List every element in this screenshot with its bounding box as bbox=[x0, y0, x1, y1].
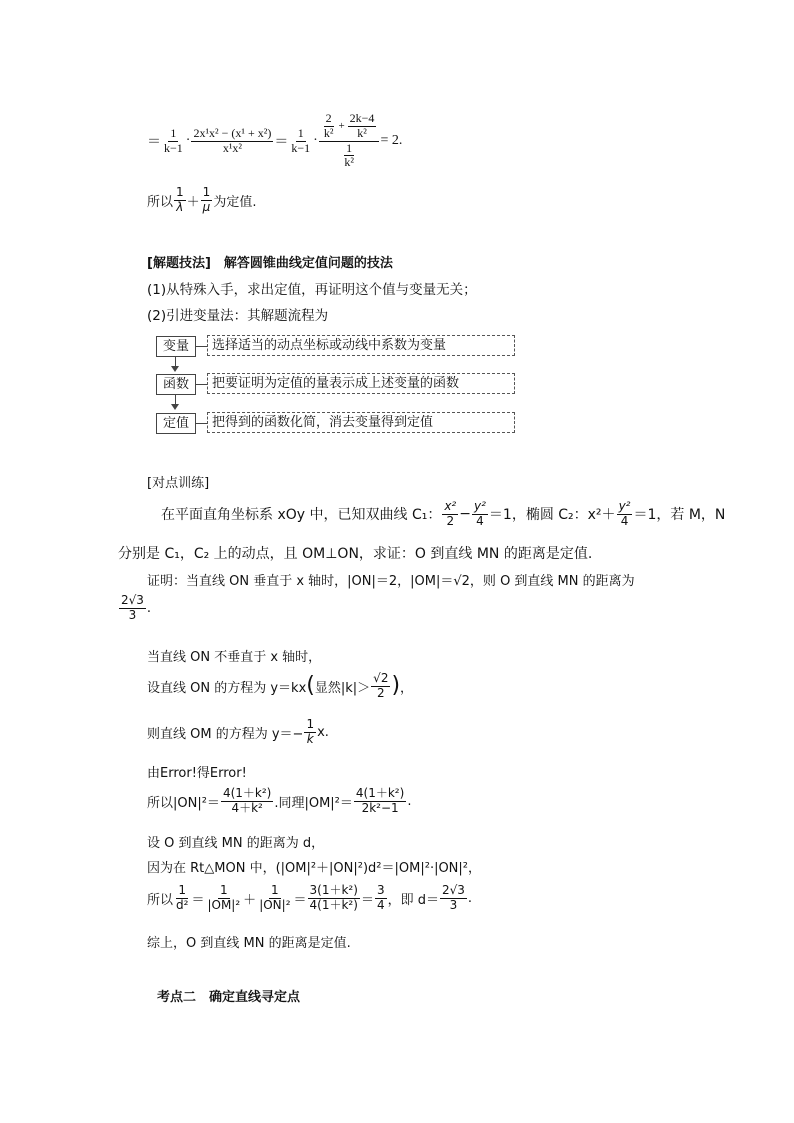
method-item-2: (2)引进变量法：其解题流程为 bbox=[147, 308, 329, 324]
practice-title: [对点训练] bbox=[147, 476, 210, 491]
flow-box-function: 函数 bbox=[156, 374, 196, 395]
method-title: [解题技法] 解答圆锥曲线定值问题的技法 bbox=[147, 256, 393, 271]
top-formula: ＝ $\frac{1}{k-1}$ · $\frac{\text{2x¹x² − (x¹ + x²)}}{\text{x¹x²}}$ ＝ $\frac{1}{k-1}$ · $\frac{2}{\text{k²}}$ + $\frac{2k-4}{\text{k²}}$ $\frac{1}{\text{k²}}$ = 2. bbox=[147, 111, 403, 170]
flow-box-variable: 变量 bbox=[156, 336, 196, 357]
flow-desc-function: 把要证明为定值的量表示成上述变量的函数 bbox=[207, 373, 515, 394]
practice-problem-line1: 在平面直角坐标系 xOy 中，已知双曲线 C₁： $\frac{\text{x²}}{2}$ − $\frac{\text{y²}}{4}$ ＝1，椭圆 C₂：x²＋ $\frac{\text{y²}}{4}$ ＝1，若 M，N bbox=[161, 499, 726, 528]
flow-desc-variable: 选择适当的动点坐标或动线中系数为变量 bbox=[207, 335, 515, 356]
proof-line-11: 综上，O 到直线 MN 的距离是定值. bbox=[147, 936, 351, 951]
proof-line-9: 因为在 Rt△MON 中，(|OM|²＋|ON|²)d²＝|OM|²·|ON|²， bbox=[147, 861, 482, 876]
flow-arrow-down-icon bbox=[171, 366, 179, 372]
flow-connector bbox=[195, 384, 207, 385]
conclusion-fixed-value: 所以 $\frac{1}{\lambda}$ ＋ $\frac{1}{\mu}$ 为定值. bbox=[147, 185, 257, 214]
practice-problem-line2: 分别是 C₁，C₂ 上的动点，且 OM⊥ON，求证：O 到直线 MN 的距离是定值. bbox=[118, 546, 593, 562]
proof-line-2: $\frac{2√3}{3}$ . bbox=[121, 593, 152, 622]
proof-line-3: 当直线 ON 不垂直于 x 轴时， bbox=[147, 650, 322, 665]
proof-line-4: 设直线 ON 的方程为 y＝kx ( 显然|k|＞ $\frac{√2}{2}$ ) ， bbox=[147, 671, 414, 700]
proof-line-1: 证明：当直线 ON 垂直于 x 轴时，|ON|＝2，|OM|＝√2，则 O 到直线 MN 的距离为 bbox=[147, 574, 635, 589]
flow-desc-fixed: 把得到的函数化简，消去变量得到定值 bbox=[207, 412, 515, 433]
method-item-1: (1)从特殊入手，求出定值，再证明这个值与变量无关； bbox=[147, 282, 477, 298]
proof-line-5: 则直线 OM 的方程为 y＝− $\frac{1}{k}$ x. bbox=[147, 717, 329, 746]
proof-line-8: 设 O 到直线 MN 的距离为 d， bbox=[147, 836, 325, 851]
flow-box-fixed: 定值 bbox=[156, 413, 196, 434]
proof-line-6: 由Error!得Error! bbox=[147, 766, 247, 781]
flow-connector bbox=[195, 346, 207, 347]
proof-line-10: 所以 $\frac{1}{\text{d²}}$ ＝ $\frac{1}{\text{|OM|²}}$ ＋ $\frac{1}{\text{|ON|²}}$ ＝ $\frac{\text{3(1＋k²)}}{\text{4(1＋k²)}}$ ＝ $\frac{3}{4}$ ，即 d＝ $\frac{2√3}{3}$ . bbox=[147, 883, 473, 912]
section-title: 考点二 确定直线寻定点 bbox=[157, 990, 301, 1005]
flow-connector bbox=[195, 423, 207, 424]
proof-line-7: 所以|ON|²＝ $\frac{\text{4(1＋k²)}}{\text{4＋k²}}$ .同理|OM|²＝ $\frac{\text{4(1＋k²)}}{\text{2k²−1}}$ . bbox=[147, 786, 412, 815]
flow-arrow-down-icon bbox=[171, 404, 179, 410]
